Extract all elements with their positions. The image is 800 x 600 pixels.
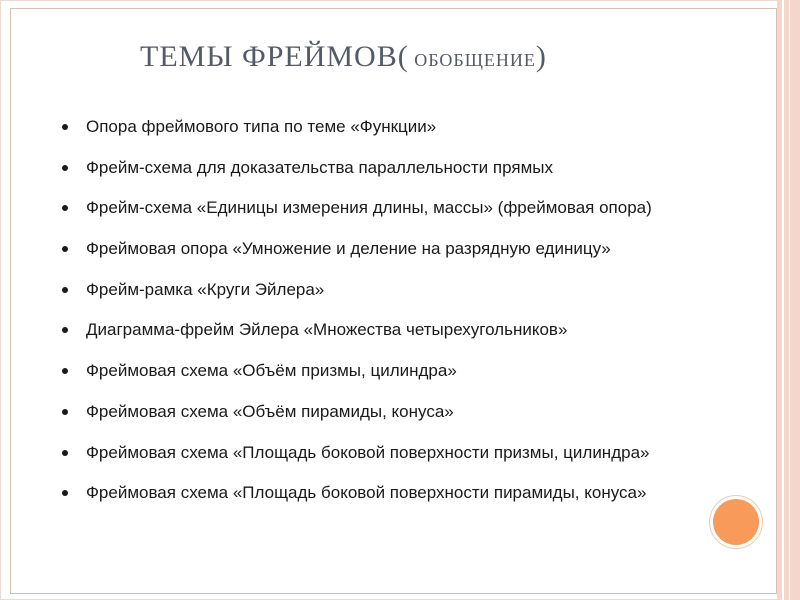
list-item: [62, 351, 652, 392]
list-item: [62, 188, 652, 229]
list-item-text: Фреймовая схема «Объём пирамиды, конуса»: [86, 401, 454, 421]
decorative-circle-icon: [713, 499, 759, 545]
list-item-text: Фреймовая опора «Умножение и деление на разрядную единицу»: [86, 239, 611, 259]
list-item: [62, 433, 652, 474]
slide-title-close: ): [535, 40, 547, 73]
list-item: [62, 229, 652, 270]
list-item-text: Фрейм-рамка «Круги Эйлера»: [86, 279, 325, 299]
list-item-text: Фреймовая схема «Площадь боковой поверхности призмы, цилиндра»: [86, 442, 650, 462]
decorative-side-line: [782, 0, 784, 600]
bullet-icon: [62, 246, 68, 252]
list-item: [62, 148, 652, 189]
bullet-icon: [62, 124, 68, 130]
bullet-icon: [62, 409, 68, 415]
list-item-text: Фреймовая схема «Площадь боковой поверхности пирамиды, конуса»: [86, 483, 647, 503]
list-item-text: Диаграмма-фрейм Эйлера «Множества четырехугольников»: [86, 320, 568, 340]
slide-title: [140, 40, 700, 74]
list-item: [62, 310, 652, 351]
slide-title-small: ОБОБЩЕНИЕ: [408, 50, 536, 70]
list-item-text: Фреймовая схема «Объём призмы, цилиндра»: [86, 361, 457, 381]
list-item: [62, 473, 652, 514]
bullet-icon: [62, 327, 68, 333]
list-item-text: Фрейм-схема для доказательства параллельности прямых: [86, 157, 553, 177]
slide-title-main: ТЕМЫ ФРЕЙМОВ(: [140, 40, 409, 73]
list-item-text: Фрейм-схема «Единицы измерения длины, массы» (фреймовая опора): [86, 198, 652, 218]
bullet-icon: [62, 205, 68, 211]
bullet-icon: [62, 287, 68, 293]
list-item: [62, 392, 652, 433]
list-item: [62, 270, 652, 311]
list-item-text: Опора фреймового типа по теме «Функции»: [86, 117, 437, 136]
decorative-side-line-thin: [789, 0, 790, 600]
bullet-icon: [62, 490, 68, 496]
bullet-icon: [62, 165, 68, 171]
bullet-icon: [62, 450, 68, 456]
list-item: [62, 107, 652, 148]
topics-list: [62, 107, 652, 514]
bullet-icon: [62, 368, 68, 374]
